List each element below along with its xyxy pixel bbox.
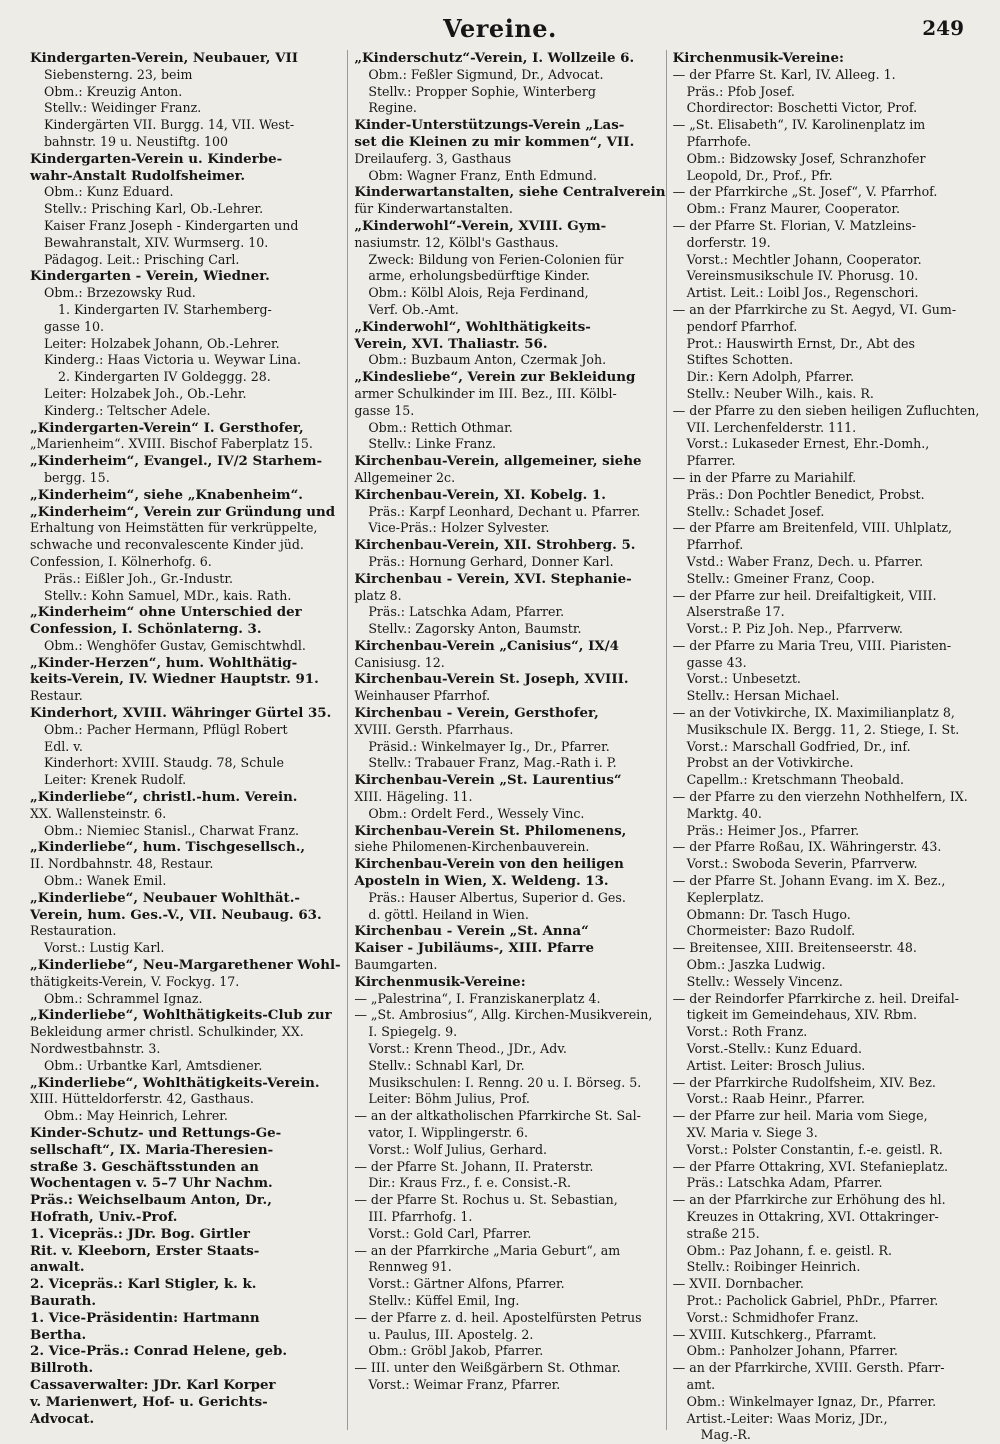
entry-line: Stellv.: Kohn Samuel, MDr., kais. Rath. xyxy=(44,587,292,603)
entry-line: XVIII. Gersth. Pfarrhaus. xyxy=(354,721,514,737)
entry-line: Vereinsmusikschule IV. Phorusg. 10. xyxy=(686,268,919,284)
entry-line: XX. Wallensteinstr. 6. xyxy=(30,805,167,821)
entry-heading: Kirchenbau - Verein, XVI. Stephanie- xyxy=(354,570,632,587)
entry-line: Keplerplatz. xyxy=(686,889,765,905)
entry-line: Obm.: Wenghöfer Gustav, Gemischtwhdl. xyxy=(44,637,306,653)
entry-line: — der Pfarre am Breitenfeld, VIII. Uhlplatz, xyxy=(672,520,953,536)
entry-heading: keits-Verein, IV. Wiedner Hauptstr. 91. xyxy=(30,671,319,688)
entry-line: Obmann: Dr. Tasch Hugo. xyxy=(686,906,851,922)
entry-line: Confession, I. Kölnerhofg. 6. xyxy=(30,553,212,569)
entry-line: Artist. Leiter: Brosch Julius. xyxy=(686,1057,866,1073)
entry-heading: Kirchenbau-Verein, allgemeiner, siehe xyxy=(354,453,642,470)
entry-line: Restaur. xyxy=(30,688,83,704)
entry-line: Erhaltung von Heimstätten für verkrüppelte, xyxy=(30,520,318,536)
entry-line: Probst an der Votivkirche. xyxy=(686,755,854,771)
entry-line: Kinderg.: Teltscher Adele. xyxy=(44,402,211,418)
column-right xyxy=(666,50,985,1443)
entry-heading: Kindergarten - Verein, Wiedner. xyxy=(30,268,270,285)
entry-line: Leiter: Krenek Rudolf. xyxy=(44,772,187,788)
entry-heading: Confession, I. Schönlaterng. 3. xyxy=(30,621,262,638)
entry-line: arme, erholungsbedürftige Kinder. xyxy=(368,268,590,284)
entry-line: — an der Votivkirche, IX. Maximilianplatz 8, xyxy=(672,705,955,721)
entry-line: tigkeit im Gemeindehaus, XIV. Rbm. xyxy=(686,1007,918,1023)
entry-heading: Kirchenbau - Verein „St. Anna“ xyxy=(354,923,589,940)
entry-line: u. Paulus, III. Apostelg. 2. xyxy=(368,1326,534,1342)
entry-line: Chordirector: Boschetti Victor, Prof. xyxy=(686,100,918,116)
entry-line: Artist.-Leiter: Waas Moriz, JDr., xyxy=(686,1410,888,1426)
entry-line: Capellm.: Kretschmann Theobald. xyxy=(686,772,905,788)
entry-line: — der Pfarre Roßau, IX. Währingerstr. 43. xyxy=(672,839,942,855)
entry-line: Leiter: Holzabek Joh., Ob.-Lehr. xyxy=(44,385,247,401)
entry-line: Vorst.: P. Piz Joh. Nep., Pfarrverw. xyxy=(686,621,903,637)
entry-line: Präsid.: Winkelmayer Ig., Dr., Pfarrer. xyxy=(368,738,610,754)
entry-line: Zweck: Bildung von Ferien-Colonien für xyxy=(368,251,624,267)
entry-line: Obm.: Feßler Sigmund, Dr., Advocat. xyxy=(368,66,604,82)
entry-line: Obm.: Jaszka Ludwig. xyxy=(686,957,826,973)
entry-line: Stellv.: Gmeiner Franz, Coop. xyxy=(686,570,875,586)
entry-line: — „St. Elisabeth“, IV. Karolinenplatz im xyxy=(672,117,926,133)
entry-line: Restauration. xyxy=(30,923,117,939)
entry-line: Stellv.: Zagorsky Anton, Baumstr. xyxy=(368,621,582,637)
entry-heading: Kirchenbau-Verein St. Philomenens, xyxy=(354,822,627,839)
entry-line: bahnstr. 19 u. Neustiftg. 100 xyxy=(44,133,229,149)
entry-line: Leiter: Holzabek Johann, Ob.-Lehrer. xyxy=(44,335,280,351)
entry-line: Prot.: Pacholick Gabriel, PhDr., Pfarrer. xyxy=(686,1292,939,1308)
entry-line: — an der Pfarrkirche zu St. Aegyd, VI. Gum- xyxy=(672,301,957,317)
entry-line: Obm.: Schrammel Ignaz. xyxy=(44,990,203,1006)
entry-line: Weinhauser Pfarrhof. xyxy=(354,688,491,704)
entry-line: Stellv.: Prisching Karl, Ob.-Lehrer. xyxy=(44,201,264,217)
entry-line: Präs.: Latschka Adam, Pfarrer. xyxy=(686,1175,883,1191)
entry-heading: 2. Vice-Präs.: Conrad Helene, geb. xyxy=(30,1343,288,1360)
entry-line: Obm.: Wanek Emil. xyxy=(44,873,167,889)
entry-heading: Billroth. xyxy=(30,1360,94,1377)
entry-heading: Hofrath, Univ.-Prof. xyxy=(30,1208,178,1225)
entry-line: Obm.: Winkelmayer Ignaz, Dr., Pfarrer. xyxy=(686,1393,937,1409)
entry-line: Mag.-R. xyxy=(700,1427,751,1443)
entry-heading: Kirchenbau-Verein von den heiligen xyxy=(354,856,624,873)
entry-line: Stellv.: Schnabl Karl, Dr. xyxy=(368,1057,525,1073)
entry-line: Präs.: Pfob Josef. xyxy=(686,83,795,99)
running-head xyxy=(30,10,970,46)
entry-line: Dreilauferg. 3, Gasthaus xyxy=(354,150,512,166)
entry-line: Stellv.: Neuber Wilh., kais. R. xyxy=(686,385,874,401)
entry-heading: Kirchenbau-Verein „St. Laurentius“ xyxy=(354,772,622,789)
entry-heading: Rit. v. Kleeborn, Erster Staats- xyxy=(30,1242,260,1259)
entry-line: schwache und reconvalescente Kinder jüd. xyxy=(30,537,304,553)
entry-line: — „Palestrina“, I. Franziskanerplatz 4. xyxy=(354,990,601,1006)
entry-line: Vorst.: Gold Carl, Pfarrer. xyxy=(368,1225,532,1241)
entry-line: Vorst.: Polster Constantin, f.-e. geistl. R. xyxy=(686,1141,943,1157)
entry-line: Stellv.: Küffel Emil, Ing. xyxy=(368,1292,520,1308)
entry-heading: „Kinderheim“, Evangel., IV/2 Starhem- xyxy=(30,453,323,470)
entry-line: Präs.: Heimer Jos., Pfarrer. xyxy=(686,822,860,838)
entry-line: nasiumstr. 12, Kölbl's Gasthaus. xyxy=(354,234,559,250)
entry-heading: sellschaft“, IX. Maria-Theresien- xyxy=(30,1141,274,1158)
entry-line: Obm.: Kreuzig Anton. xyxy=(44,83,183,99)
page-title: Vereine. xyxy=(443,14,557,43)
entry-heading: 1. Vice-Präsidentin: Hartmann xyxy=(30,1309,260,1326)
entry-line: Obm.: Ordelt Ferd., Wessely Vinc. xyxy=(368,805,585,821)
column-left xyxy=(30,50,347,1430)
entry-line: Obm.: Bidzowsky Josef, Schranzhofer xyxy=(686,150,926,166)
entry-line: XIII. Hägeling. 11. xyxy=(354,789,473,805)
entry-heading: „Kinderwohl“, Wohlthätigkeits- xyxy=(354,318,591,335)
entry-line: — der Pfarre St. Johann Evang. im X. Bez., xyxy=(672,873,946,889)
entry-line: — der Pfarre zu den vierzehn Nothhelfern, IX. xyxy=(672,789,968,805)
entry-line: Präs.: Don Pochtler Benedict, Probst. xyxy=(686,486,925,502)
entry-line: Dir.: Kern Adolph, Pfarrer. xyxy=(686,369,855,385)
entry-heading: 2. Vicepräs.: Karl Stigler, k. k. xyxy=(30,1276,257,1293)
entry-line: bergg. 15. xyxy=(44,469,110,485)
entry-line: — an der Pfarrkirche zur Erhöhung des hl. xyxy=(672,1192,946,1208)
entry-line: — der Pfarre Ottakring, XVI. Stefanieplatz. xyxy=(672,1158,949,1174)
entry-line: Musikschulen: I. Renng. 20 u. I. Börseg. 5. xyxy=(368,1074,642,1090)
text-columns xyxy=(30,50,985,1443)
entry-line: Präs.: Latschka Adam, Pfarrer. xyxy=(368,604,565,620)
entry-line: Bewahranstalt, XIV. Wurmserg. 10. xyxy=(44,234,269,250)
entry-heading: „Kindergarten-Verein“ I. Gersthofer, xyxy=(30,419,304,436)
entry-heading: Kaiser - Jubiläums-, XIII. Pfarre xyxy=(354,940,594,957)
entry-line: thätigkeits-Verein, V. Fockyg. 17. xyxy=(30,973,240,989)
entry-line: Vorst.: Krenn Theod., JDr., Adv. xyxy=(368,1041,567,1057)
entry-line: — Breitensee, XIII. Breitenseerstr. 48. xyxy=(672,940,917,956)
entry-heading: Kinderwartanstalten, siehe Centralverein xyxy=(354,184,666,201)
entry-line: Obm.: Paz Johann, f. e. geistl. R. xyxy=(686,1242,893,1258)
entry-line: Obm.: Kölbl Alois, Reja Ferdinand, xyxy=(368,285,589,301)
entry-line: Stiftes Schotten. xyxy=(686,352,794,368)
entry-heading: Kirchenmusik-Vereine: xyxy=(354,973,526,990)
entry-line: Obm.: Rettich Othmar. xyxy=(368,419,513,435)
entry-line: Leiter: Böhm Julius, Prof. xyxy=(368,1091,530,1107)
entry-heading: Aposteln in Wien, X. Weldeng. 13. xyxy=(354,873,609,890)
entry-line: Obm.: Niemiec Stanisl., Charwat Franz. xyxy=(44,822,300,838)
entry-line: Kaiser Franz Joseph - Kindergarten und xyxy=(44,217,299,233)
entry-heading: anwalt. xyxy=(30,1259,85,1276)
entry-line: Vorst.: Swoboda Severin, Pfarrverw. xyxy=(686,856,918,872)
entry-line: Präs.: Eißler Joh., Gr.-Industr. xyxy=(44,570,233,586)
entry-line: 2. Kindergarten IV Goldeggg. 28. xyxy=(58,369,271,385)
entry-line: Stellv.: Trabauer Franz, Mag.-Rath i. P. xyxy=(368,755,617,771)
entry-line: Stellv.: Roibinger Heinrich. xyxy=(686,1259,861,1275)
entry-line: Canisiusg. 12. xyxy=(354,654,445,670)
entry-line: — der Pfarre zur heil. Maria vom Siege, xyxy=(672,1108,928,1124)
entry-line: Obm.: Pacher Hermann, Pflügl Robert xyxy=(44,721,288,737)
entry-line: Edl. v. xyxy=(44,738,83,754)
entry-heading: Kirchenbau-Verein, XII. Strohberg. 5. xyxy=(354,537,636,554)
entry-line: amt. xyxy=(686,1376,716,1392)
entry-line: gasse 10. xyxy=(44,318,104,334)
entry-heading: Kirchenmusik-Vereine: xyxy=(672,50,844,66)
entry-line: armer Schulkinder im III. Bez., III. Kölbl- xyxy=(354,385,617,401)
entry-line: Stellv.: Hersan Michael. xyxy=(686,688,840,704)
entry-line: Vorst.: Weimar Franz, Pfarrer. xyxy=(368,1376,561,1392)
entry-line: Präs.: Karpf Leonhard, Dechant u. Pfarrer. xyxy=(368,503,641,519)
entry-line: Leopold, Dr., Prof., Pfr. xyxy=(686,167,833,183)
entry-line: Pfarrer. xyxy=(686,453,736,469)
entry-line: Vorst.: Roth Franz. xyxy=(686,1024,808,1040)
entry-line: Nordwestbahnstr. 3. xyxy=(30,1041,161,1057)
entry-line: VII. Lerchenfelderstr. 111. xyxy=(686,419,857,435)
entry-heading: Verein, XVI. Thaliastr. 56. xyxy=(354,335,548,352)
entry-line: Obm: Wagner Franz, Enth Edmund. xyxy=(368,167,597,183)
entry-heading: v. Marienwert, Hof- u. Gerichts- xyxy=(30,1393,268,1410)
entry-line: XIII. Hütteldorferstr. 42, Gasthaus. xyxy=(30,1091,254,1107)
entry-line: Pfarrhofe. xyxy=(686,133,752,149)
entry-line: — der Pfarre St. Florian, V. Matzleins- xyxy=(672,217,916,233)
entry-heading: „Kinderheim“, Verein zur Gründung und xyxy=(30,503,336,520)
entry-line: Vorst.: Mechtler Johann, Cooperator. xyxy=(686,251,922,267)
entry-line: Vstd.: Waber Franz, Dech. u. Pfarrer. xyxy=(686,553,924,569)
entry-line: Vorst.: Gärtner Alfons, Pfarrer. xyxy=(368,1276,565,1292)
entry-line: Bekleidung armer christl. Schulkinder, XX. xyxy=(30,1024,304,1040)
entry-line: — der Pfarre St. Johann, II. Praterstr. xyxy=(354,1158,594,1174)
entry-heading: Präs.: Weichselbaum Anton, Dr., xyxy=(30,1192,272,1209)
entry-line: — XVIII. Kutschkerg., Pfarramt. xyxy=(672,1326,877,1342)
entry-line: Vorst.: Raab Heinr., Pfarrer. xyxy=(686,1091,865,1107)
entry-line: — XVII. Dornbacher. xyxy=(672,1276,804,1292)
entry-line: Stellv.: Linke Franz. xyxy=(368,436,496,452)
entry-line: Präs.: Hauser Albertus, Superior d. Ges. xyxy=(368,889,626,905)
entry-line: Kinderhort: XVIII. Staudg. 78, Schule xyxy=(44,755,284,771)
entry-heading: „Kinderliebe“, hum. Tischgesellsch., xyxy=(30,839,306,856)
entry-line: — an der Pfarrkirche „Maria Geburt“, am xyxy=(354,1242,621,1258)
entry-line: — der Pfarre zu Maria Treu, VIII. Piaristen- xyxy=(672,637,952,653)
entry-line: pendorf Pfarrhof. xyxy=(686,318,798,334)
entry-heading: „Kinderheim“, siehe „Knabenheim“. xyxy=(30,486,303,503)
entry-heading: wahr-Anstalt Rudolfsheimer. xyxy=(30,167,246,184)
entry-line: — der Reindorfer Pfarrkirche z. heil. Dreifal- xyxy=(672,990,959,1006)
entry-line: — der Pfarrkirche Rudolfsheim, XIV. Bez. xyxy=(672,1074,936,1090)
entry-line: Obm.: Urbantke Karl, Amtsdiener. xyxy=(44,1057,263,1073)
entry-line: Stellv.: Propper Sophie, Winterberg xyxy=(368,83,596,99)
page-number: 249 xyxy=(922,16,964,40)
entry-heading: Wochentagen v. 5–7 Uhr Nachm. xyxy=(30,1175,273,1192)
entry-line: Vorst.-Stellv.: Kunz Eduard. xyxy=(686,1041,863,1057)
entry-line: Kreuzes in Ottakring, XVI. Ottakringer- xyxy=(686,1208,939,1224)
entry-heading: „Kinderliebe“, christl.-hum. Verein. xyxy=(30,789,298,806)
entry-line: Allgemeiner 2c. xyxy=(354,469,456,485)
entry-line: — der Pfarre St. Rochus u. St. Sebastian, xyxy=(354,1192,618,1208)
entry-line: Stellv.: Wessely Vincenz. xyxy=(686,973,843,989)
entry-line: d. göttl. Heiland in Wien. xyxy=(368,906,529,922)
entry-line: Vorst.: Marschall Godfried, Dr., inf. xyxy=(686,738,911,754)
entry-heading: set die Kleinen zu mir kommen“, VII. xyxy=(354,133,635,150)
entry-line: Kindergärten VII. Burgg. 14, VII. West- xyxy=(44,117,295,133)
entry-heading: Kirchenbau-Verein St. Joseph, XVIII. xyxy=(354,671,629,688)
entry-line: III. Pfarrhofg. 1. xyxy=(368,1208,473,1224)
entry-heading: „Kinderliebe“, Neu-Margarethener Wohl- xyxy=(30,957,341,974)
entry-line: Chormeister: Bazo Rudolf. xyxy=(686,923,856,939)
entry-line: Präs.: Hornung Gerhard, Donner Karl. xyxy=(368,553,614,569)
entry-line: Vorst.: Lukaseder Ernest, Ehr.-Domh., xyxy=(686,436,930,452)
entry-line: — der Pfarrkirche „St. Josef“, V. Pfarrhof. xyxy=(672,184,938,200)
entry-line: — an der Pfarrkirche, XVIII. Gersth. Pfarr- xyxy=(672,1360,945,1376)
entry-line: I. Spiegelg. 9. xyxy=(368,1024,458,1040)
entry-line: straße 215. xyxy=(686,1225,760,1241)
entry-line: Obm.: Kunz Eduard. xyxy=(44,184,174,200)
entry-heading: „Kinderwohl“-Verein, XVIII. Gym- xyxy=(354,217,607,234)
entry-line: — III. unter den Weißgärbern St. Othmar. xyxy=(354,1360,621,1376)
entry-heading: Kinder-Unterstützungs-Verein „Las- xyxy=(354,117,625,134)
column-middle xyxy=(347,50,665,1430)
entry-line: platz 8. xyxy=(354,587,402,603)
entry-heading: „Kindesliebe“, Verein zur Bekleidung xyxy=(354,369,636,386)
entry-line: Artist. Leit.: Loibl Jos., Regenschori. xyxy=(686,285,919,301)
entry-heading: Kirchenbau - Verein, Gersthofer, xyxy=(354,705,599,722)
entry-line: für Kinderwartanstalten. xyxy=(354,201,513,217)
entry-line: Musikschule IX. Bergg. 11, 2. Stiege, I. St. xyxy=(686,721,960,737)
entry-line: Siebensterng. 23, beim xyxy=(44,66,193,82)
entry-heading: Kindergarten-Verein, Neubauer, VII xyxy=(30,50,299,66)
entry-line: — der Pfarre zu den sieben heiligen Zufluchten, xyxy=(672,402,980,418)
entry-line: II. Nordbahnstr. 48, Restaur. xyxy=(30,856,214,872)
entry-heading: Kinderhort, XVIII. Währinger Gürtel 35. xyxy=(30,705,332,722)
entry-heading: 1. Vicepräs.: JDr. Bog. Girtler xyxy=(30,1225,250,1242)
entry-line: dorferstr. 19. xyxy=(686,234,771,250)
entry-heading: Kindergarten-Verein u. Kinderbe- xyxy=(30,150,283,167)
entry-line: Obm.: Panholzer Johann, Pfarrer. xyxy=(686,1343,898,1359)
entry-heading: „Kinderheim“ ohne Unterschied der xyxy=(30,604,302,621)
entry-heading: Advocat. xyxy=(30,1410,95,1427)
entry-line: Vorst.: Lustig Karl. xyxy=(44,940,165,956)
entry-line: Vice-Präs.: Holzer Sylvester. xyxy=(368,520,550,536)
entry-heading: Verein, hum. Ges.-V., VII. Neubaug. 63. xyxy=(30,906,322,923)
entry-line: — „St. Ambrosius“, Allg. Kirchen-Musikverein, xyxy=(354,1007,653,1023)
entry-heading: „Kinderliebe“, Wohlthätigkeits-Club zur xyxy=(30,1007,332,1024)
entry-line: — in der Pfarre zu Mariahilf. xyxy=(672,469,857,485)
entry-line: Vorst.: Wolf Julius, Gerhard. xyxy=(368,1141,548,1157)
entry-line: Baumgarten. xyxy=(354,957,438,973)
entry-line: — der Pfarre St. Karl, IV. Alleeg. 1. xyxy=(672,66,896,82)
entry-heading: Kirchenbau-Verein „Canisius“, IX/4 xyxy=(354,637,619,654)
entry-line: — an der altkatholischen Pfarrkirche St. Sal- xyxy=(354,1108,641,1124)
entry-line: — der Pfarre zur heil. Dreifaltigkeit, VIII. xyxy=(672,587,937,603)
entry-heading: Bertha. xyxy=(30,1326,87,1343)
entry-line: — der Pfarre z. d. heil. Apostelfürsten Petrus xyxy=(354,1309,642,1325)
entry-line: Obm.: Franz Maurer, Cooperator. xyxy=(686,201,901,217)
entry-line: Rennweg 91. xyxy=(368,1259,452,1275)
entry-line: Stellv.: Schadet Josef. xyxy=(686,503,825,519)
entry-line: Verf. Ob.-Amt. xyxy=(368,301,459,317)
entry-line: Obm.: May Heinrich, Lehrer. xyxy=(44,1108,228,1124)
entry-line: Obm.: Gröbl Jakob, Pfarrer. xyxy=(368,1343,544,1359)
entry-line: XV. Maria v. Siege 3. xyxy=(686,1125,818,1140)
entry-line: Alserstraße 17. xyxy=(686,604,785,620)
entry-line: vator, I. Wipplingerstr. 6. xyxy=(368,1125,528,1140)
entry-heading: Kinder-Schutz- und Rettungs-Ge- xyxy=(30,1125,282,1141)
entry-heading: Baurath. xyxy=(30,1292,97,1309)
entry-line: Pfarrhof. xyxy=(686,537,744,553)
entry-heading: „Kinderliebe“, Neubauer Wohlthät.- xyxy=(30,889,300,906)
entry-line: Marktg. 40. xyxy=(686,805,762,821)
entry-line: gasse 15. xyxy=(354,402,415,418)
entry-heading: „Kinderschutz“-Verein, I. Wollzeile 6. xyxy=(354,50,635,66)
entry-line: Vorst.: Unbesetzt. xyxy=(686,671,801,687)
entry-heading: Cassaverwalter: JDr. Karl Korper xyxy=(30,1376,276,1393)
entry-line: Regine. xyxy=(368,100,417,116)
entry-heading: „Kinder-Herzen“, hum. Wohlthätig- xyxy=(30,654,298,671)
entry-heading: Kirchenbau-Verein, XI. Kobelg. 1. xyxy=(354,486,606,503)
entry-heading: straße 3. Geschäftsstunden an xyxy=(30,1158,259,1175)
entry-heading: „Kinderliebe“, Wohlthätigkeits-Verein. xyxy=(30,1074,320,1091)
entry-line: Dir.: Kraus Frz., f. e. Consist.-R. xyxy=(368,1175,572,1191)
entry-line: Vorst.: Schmidhofer Franz. xyxy=(686,1309,859,1325)
entry-line: siehe Philomenen-Kirchenbauverein. xyxy=(354,839,590,855)
entry-line: gasse 43. xyxy=(686,654,747,670)
entry-line: Stellv.: Weidinger Franz. xyxy=(44,100,202,116)
entry-line: Pädagog. Leit.: Prisching Carl. xyxy=(44,251,240,267)
entry-line: Kinderg.: Haas Victoria u. Weywar Lina. xyxy=(44,352,301,368)
entry-line: 1. Kindergarten IV. Starhemberg- xyxy=(58,301,272,317)
entry-line: Prot.: Hauswirth Ernst, Dr., Abt des xyxy=(686,335,915,351)
entry-line: „Marienheim“. XVIII. Bischof Faberplatz 15. xyxy=(30,436,313,452)
entry-line: Obm.: Brzezowsky Rud. xyxy=(44,285,196,301)
entry-line: Obm.: Buzbaum Anton, Czermak Joh. xyxy=(368,352,607,368)
